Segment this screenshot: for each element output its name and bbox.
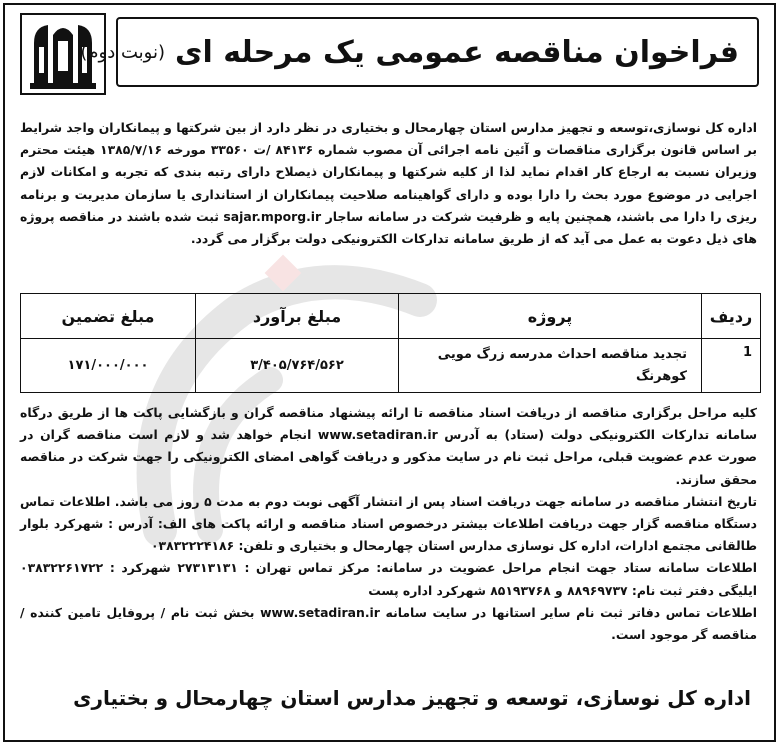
issuer-signature: اداره کل نوسازی، توسعه و تجهیز مدارس استان چهارمحال و بختیاری [73, 686, 751, 710]
table-row [21, 339, 761, 393]
cell-row-number: 1 [702, 339, 761, 393]
header-estimate: مبلغ برآورد [196, 294, 399, 339]
table-header-row [21, 294, 761, 339]
intro-paragraph [20, 117, 757, 285]
page-subtitle: (نوبت دوم) [80, 41, 165, 63]
cell-guarantee: ۱۷۱/۰۰۰/۰۰۰ [21, 339, 196, 393]
body-paragraph: اطلاعات سامانه ستاد جهت انجام مراحل عضویت در سامانه: مرکز تماس تهران : ۲۷۳۱۳۱۳۱ شهرکرد : ۰۳۸۳۲۲۶۱۷۲۲ ایلیگی دفتر ثبت نام: ۸۸۹۶۹۷۳۷ و ۸۵۱۹۳۷۶۸ شهرکرد اداره پست [20, 560, 757, 598]
tender-table [20, 293, 761, 393]
cell-project: تجدید مناقصه احداث مدرسه زرگ مویی کوهرنگ [399, 339, 702, 393]
body-paragraph: تاریخ انتشار مناقصه در سامانه جهت دریافت اسناد پس از انتشار آگهی نوبت دوم به مدت ۵ روز می باشد. اطلاعات تماس دستگاه مناقصه گزار جهت دریافت اطلاعات بیشتر درخصوص اسناد مناقصه و ارائه پاکت های الف: آدرس : شهرکرد بلوار طالقانی مجتمع ادارات، اداره کل نوسازی مدارس استان چهارمحال و بختیاری و تلفن: ۰۳۸۳۲۲۲۴۱۸۶ [20, 493, 757, 554]
cell-estimate: ۳/۴۰۵/۷۶۴/۵۶۲ [196, 339, 399, 393]
title-box [80, 17, 759, 87]
header-project: پروژه [399, 294, 702, 339]
header [18, 11, 768, 97]
intro-text: اداره کل نوسازی،توسعه و تجهیز مدارس استان چهارمحال و بختیاری در نظر دارد از بین شرکتها و پیمانکاران واجد شرایط بر اساس قانون برگزاری مناقصات و آئین نامه اجرائی آن مصوب شماره ۸۴۱۳۶ /ت ۳۳۵۶۰ مورخه ۱۳۸۵/۷/۱۶ هیئت محترم وزیران نسبت به ارجاع کار اقدام نماید لذا از کلیه شرکتها و پیمانکاران ذیصلاح دارای رتبه بندی که تجربه و امکانات لازم اجرایی در موضوع مورد بحث را دارا بوده و دارای گواهینامه صلاحیت پیمانکاران از استانداری یا سازمان مدیریت و برنامه ریزی را دارا می باشند، همچنین پایه و ظرفیت شرکت در سامانه ساجار sajar.mporg.ir ثبت شده باشند در مناقصه پروژه های ذیل دعوت به عمل می آید که از طریق سامانه تدارکات الکترونیکی دولت برگزار می گردد. [20, 120, 758, 247]
header-row-number: ردیف [702, 294, 761, 339]
body-paragraph: کلیه مراحل برگزاری مناقصه از دریافت اسناد مناقصه تا ارائه پیشنهاد مناقصه گران و بازگشایی پاکت ها از طریق درگاه سامانه تدارکات الکترونیکی دولت (ستاد) به آدرس www.setadiran.ir انجام خواهد شد و لازم است مناقصه گران در صورت عدم عضویت قبلی، مراحل ثبت نام در سایت مذکور و دریافت گواهی امضای الکترونیکی را جهت شرکت در مناقصه محقق سازند. [20, 405, 758, 487]
page-title: فراخوان مناقصه عمومی یک مرحله ای [174, 34, 739, 70]
body-paragraphs [20, 402, 757, 732]
header-guarantee: مبلغ تضمین [21, 294, 196, 339]
body-paragraph: اطلاعات تماس دفاتر ثبت نام سایر استانها در سایت سامانه www.setadiran.ir بخش ثبت نام / پروفایل تامین کننده / مناقصه گر موجود است. [20, 604, 757, 643]
